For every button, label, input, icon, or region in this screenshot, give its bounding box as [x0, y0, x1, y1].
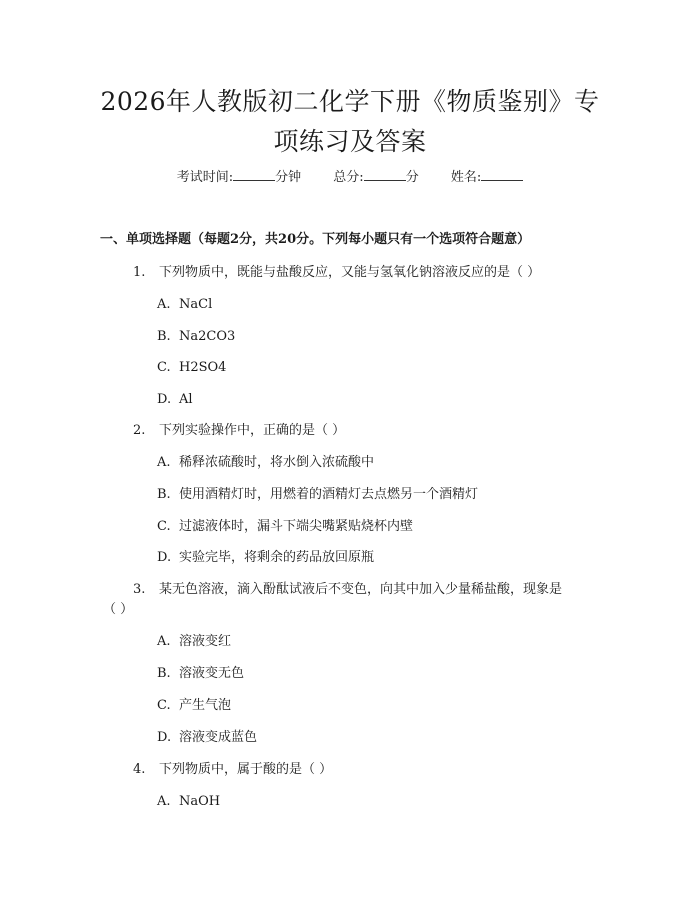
- question-3-option-a: [157, 632, 231, 652]
- option-letter: B.: [157, 666, 171, 681]
- name-label: 姓名:: [450, 170, 482, 185]
- option-text: 使用酒精灯时，用燃着的酒精灯去点燃另一个酒精灯: [179, 487, 479, 502]
- option-letter: B.: [157, 329, 171, 344]
- question-3-option-d: [157, 728, 257, 748]
- exam-time-blank: [233, 168, 275, 181]
- option-letter: D.: [157, 392, 172, 407]
- question-number: 2.: [133, 423, 146, 438]
- question-1-option-b: [157, 327, 235, 347]
- question-3-continuation: （ ）: [103, 602, 134, 617]
- question-number: 3.: [133, 582, 146, 597]
- question-text: 下列实验操作中，正确的是（ ）: [159, 423, 346, 438]
- option-text: 溶液变成蓝色: [179, 730, 258, 745]
- exam-info-row: [0, 168, 700, 188]
- question-4: [133, 760, 332, 780]
- option-text: NaCl: [179, 297, 213, 312]
- question-3-option-b: [157, 664, 244, 684]
- question-3: [133, 580, 562, 600]
- question-1-option-d: [157, 390, 193, 410]
- option-letter: C.: [157, 360, 171, 375]
- option-text: 溶液变无色: [179, 666, 245, 681]
- title-line-1: 2026年人教版初二化学下册《物质鉴别》专: [100, 87, 600, 116]
- option-text: NaOH: [179, 794, 221, 809]
- question-2-option-d: [157, 548, 374, 568]
- question-2-option-c: [157, 517, 413, 537]
- option-text: H2SO4: [179, 360, 227, 375]
- exam-time-unit: 分钟: [275, 170, 302, 185]
- section-heading: 一、单项选择题（每题2分，共20分。下列每小题只有一个选项符合题意）: [100, 232, 531, 247]
- name-blank: [481, 168, 523, 181]
- question-2-option-a: [157, 453, 374, 473]
- question-text: 下列物质中，属于酸的是（ ）: [159, 762, 333, 777]
- question-number: 1.: [133, 265, 146, 280]
- option-letter: A.: [157, 794, 171, 809]
- total-score-blank: [364, 168, 406, 181]
- exam-time-label: 考试时间:: [176, 170, 234, 185]
- option-text: 稀释浓硫酸时，将水倒入浓硫酸中: [179, 455, 375, 470]
- option-letter: A.: [157, 297, 171, 312]
- question-2: [133, 421, 345, 441]
- total-score-label: 总分:: [333, 170, 364, 185]
- title-line-2: 项练习及答案: [273, 127, 427, 156]
- exam-time-field: [177, 170, 306, 185]
- total-score-field: [333, 170, 423, 185]
- option-text: 溶液变红: [179, 634, 232, 649]
- option-text: Al: [179, 392, 193, 407]
- option-text: 过滤液体时，漏斗下端尖嘴紧贴烧杯内壁: [179, 519, 414, 534]
- question-1-option-c: [157, 358, 226, 378]
- option-letter: A.: [157, 455, 171, 470]
- question-3-option-c: [157, 696, 231, 716]
- option-letter: A.: [157, 634, 171, 649]
- option-text: 产生气泡: [179, 698, 232, 713]
- question-text: 某无色溶液，滴入酚酞试液后不变色，向其中加入少量稀盐酸，现象是: [159, 582, 563, 597]
- option-letter: D.: [157, 730, 172, 745]
- question-number: 4.: [133, 762, 146, 777]
- question-1: [133, 263, 540, 283]
- question-2-option-b: [157, 485, 478, 505]
- option-text: Na2CO3: [179, 329, 236, 344]
- question-4-option-a: [157, 792, 220, 812]
- option-letter: C.: [157, 519, 171, 534]
- question-text: 下列物质中，既能与盐酸反应，又能与氢氧化钠溶液反应的是（ ）: [159, 265, 541, 280]
- option-letter: C.: [157, 698, 171, 713]
- option-letter: B.: [157, 487, 171, 502]
- question-1-option-a: [157, 295, 212, 315]
- name-field: [451, 170, 523, 185]
- total-score-unit: 分: [405, 170, 419, 185]
- page-title: [60, 82, 640, 162]
- option-text: 实验完毕，将剩余的药品放回原瓶: [179, 550, 375, 565]
- option-letter: D.: [157, 550, 172, 565]
